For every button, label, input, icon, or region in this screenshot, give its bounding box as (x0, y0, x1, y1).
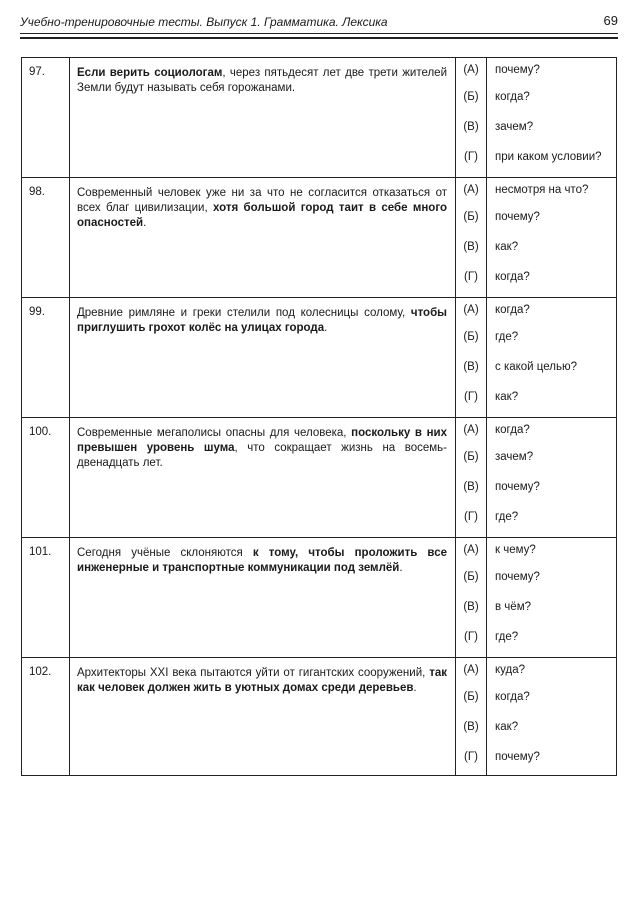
answer-option[interactable]: когда? (495, 424, 530, 436)
option-letter: (А) (463, 424, 479, 436)
option-letter: (А) (463, 664, 479, 676)
question-text (70, 178, 456, 298)
option-letters (456, 58, 487, 178)
questions-table (21, 57, 617, 776)
question-number: 97. (22, 58, 70, 178)
option-letter: (В) (463, 121, 479, 133)
answer-option[interactable]: с какой целью? (495, 361, 577, 373)
answer-option[interactable]: где? (495, 331, 519, 343)
option-letter: (Г) (464, 631, 478, 643)
answer-option[interactable]: как? (495, 721, 519, 733)
question-text-before: Современный человек уже ни за что не согласится отказаться от всех благ цивилизации, (77, 187, 447, 214)
option-letter: (Б) (463, 451, 479, 463)
header-rule (20, 33, 618, 34)
answer-option[interactable]: когда? (495, 91, 530, 103)
answer-options (487, 178, 617, 298)
question-text-before: Современные мегаполисы опасны для человека, (77, 427, 352, 439)
option-letters (456, 658, 487, 776)
option-letter: (В) (463, 361, 479, 373)
question-text (70, 298, 456, 418)
answer-option[interactable]: почему? (495, 481, 540, 493)
question-row (22, 58, 617, 178)
option-letter: (А) (463, 304, 479, 316)
answer-option[interactable]: зачем? (495, 121, 534, 133)
option-letter: (Б) (463, 91, 479, 103)
option-letter: (Б) (463, 211, 479, 223)
question-text (70, 658, 456, 776)
question-row (22, 418, 617, 538)
option-letter: (Б) (463, 331, 479, 343)
option-letters (456, 418, 487, 538)
option-letter: (В) (463, 721, 479, 733)
question-text-after: . (143, 217, 147, 229)
answer-option[interactable]: как? (495, 391, 519, 403)
answer-options (487, 58, 617, 178)
option-letter: (В) (463, 241, 479, 253)
answer-option[interactable]: когда? (495, 271, 530, 283)
question-number: 101. (22, 538, 70, 658)
answer-option[interactable]: когда? (495, 304, 530, 316)
running-title: Учебно-тренировочные тесты. Выпуск 1. Грамматика. Лексика (20, 15, 388, 29)
answer-options (487, 658, 617, 776)
question-text-after: . (399, 562, 403, 574)
option-letter: (Г) (464, 751, 478, 763)
option-letter: (Б) (463, 571, 479, 583)
answer-options (487, 418, 617, 538)
option-letter: (В) (463, 601, 479, 613)
question-text-after: . (324, 322, 328, 334)
question-row (22, 298, 617, 418)
option-letters (456, 538, 487, 658)
option-letter: (Б) (463, 691, 479, 703)
answer-option[interactable]: почему? (495, 64, 540, 76)
question-row (22, 178, 617, 298)
option-letter: (Г) (464, 151, 478, 163)
answer-option[interactable]: куда? (495, 664, 526, 676)
answer-option[interactable]: когда? (495, 691, 530, 703)
option-letter: (Г) (464, 271, 478, 283)
answer-options (487, 298, 617, 418)
question-bold: чтобы приглушить грохот колёс на улицах города (77, 307, 447, 334)
question-text-before: Архитекторы XXI века пытаются уйти от гигантских сооружений, (77, 667, 430, 679)
option-letter: (Г) (464, 391, 478, 403)
question-bold: к тому, чтобы проложить все инженерные и транспортные коммуникации под землёй (77, 547, 447, 574)
question-text-before: Древние римляне и греки стелили под колесницы солому, (77, 307, 411, 319)
question-text (70, 418, 456, 538)
question-text-before: Сегодня учёные склоняются (77, 547, 253, 559)
question-bold: хотя большой город таит в себе много опасностей (77, 202, 447, 229)
answer-option[interactable]: где? (495, 631, 519, 643)
question-text-after: . (413, 682, 417, 694)
answer-option[interactable]: где? (495, 511, 519, 523)
question-number: 100. (22, 418, 70, 538)
option-letter: (Г) (464, 511, 478, 523)
question-number: 102. (22, 658, 70, 776)
option-letters (456, 178, 487, 298)
answer-option[interactable]: к чему? (495, 544, 536, 556)
option-letters (456, 298, 487, 418)
page-header (20, 10, 618, 32)
answer-options (487, 538, 617, 658)
page-number: 69 (603, 13, 618, 28)
option-letter: (А) (463, 184, 479, 196)
answer-option[interactable]: в чём? (495, 601, 531, 613)
option-letter: (В) (463, 481, 479, 493)
answer-option[interactable]: зачем? (495, 451, 534, 463)
answer-option[interactable]: почему? (495, 571, 540, 583)
answer-option[interactable]: почему? (495, 211, 540, 223)
question-text-after: , через пятьдесят лет две трети жителей Земли будут называть себя горожанами. (77, 67, 447, 94)
question-text-after: , что сокращает жизнь на восемь-двенадцать лет. (77, 442, 447, 469)
question-row (22, 658, 617, 776)
answer-option[interactable]: как? (495, 241, 519, 253)
question-bold: Если верить социологам (77, 67, 223, 79)
question-bold: поскольку в них превышен уровень шума (77, 427, 447, 454)
answer-option[interactable]: при каком условии? (495, 151, 602, 163)
question-text (70, 58, 456, 178)
question-number: 99. (22, 298, 70, 418)
option-letter: (А) (463, 64, 479, 76)
answer-option[interactable]: несмотря на что? (495, 184, 589, 196)
question-text (70, 538, 456, 658)
question-number: 98. (22, 178, 70, 298)
header-rule-thick (20, 37, 618, 39)
option-letter: (А) (463, 544, 479, 556)
answer-option[interactable]: почему? (495, 751, 540, 763)
question-row (22, 538, 617, 658)
question-bold: так как человек должен жить в уютных домах среди деревьев (77, 667, 447, 694)
